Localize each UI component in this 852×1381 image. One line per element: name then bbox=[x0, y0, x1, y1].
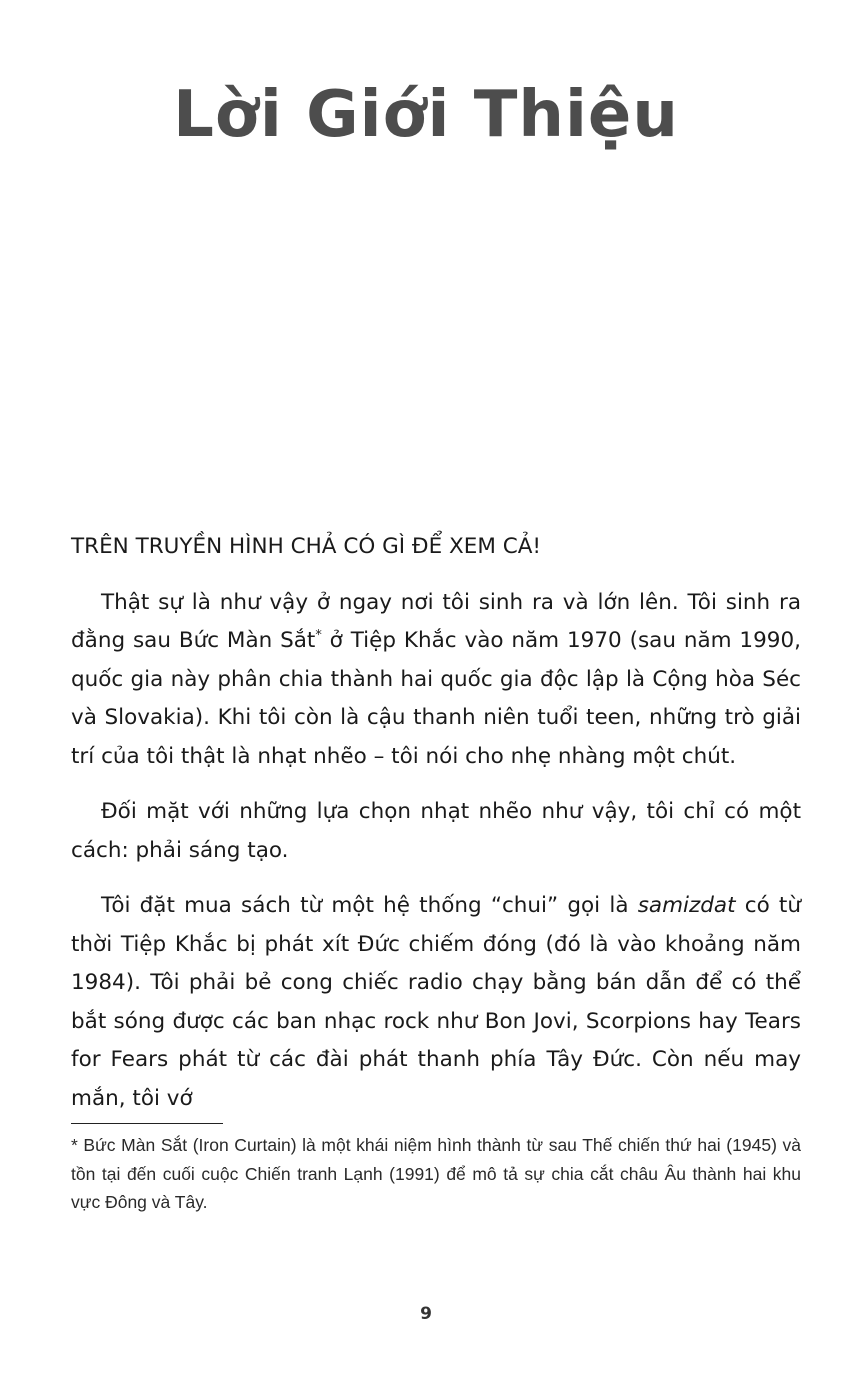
footnote-marker[interactable]: * bbox=[315, 627, 322, 643]
body-text bbox=[71, 528, 801, 1135]
paragraph-1-part-b: ở Tiệp Khắc vào năm 1970 (sau năm 1990, quốc gia này phân chia thành hai quốc gia độc lập là Cộng hòa Séc và Slovakia). Khi tôi còn là cậu thanh niên tuổi teen, những trò giải trí của tôi thật là nhạt nhẽo – tôi nói cho nhẹ nhàng một chút. bbox=[71, 628, 801, 769]
paragraph-3 bbox=[71, 887, 801, 1118]
samizdat-term: samizdat bbox=[637, 893, 736, 918]
footnote: * Bức Màn Sắt (Iron Curtain) là một khái niệm hình thành từ sau Thế chiến thứ hai (1945) và tồn tại đến cuối cuộc Chiến tranh Lạnh (1991) để mô tả sự chia cắt châu Âu thành hai khu vực Đông và Tây. bbox=[71, 1135, 801, 1212]
paragraph-1-part-a: Thật sự là như vậy ở ngay nơi tôi sinh ra và lớn lên. Tôi sinh ra đằng sau Bức Màn Sắt bbox=[71, 589, 801, 653]
paragraph-2: Đối mặt với những lựa chọn nhạt nhẽo như vậy, tôi chỉ có một cách: phải sáng tạo. bbox=[71, 799, 801, 863]
page-number: 9 bbox=[420, 1304, 432, 1324]
footnote-divider bbox=[71, 1123, 223, 1124]
paragraph-3-part-a: Tôi đặt mua sách từ một hệ thống “chui” gọi là bbox=[101, 893, 638, 918]
page-title: Lời Giới Thiệu bbox=[173, 78, 679, 152]
paragraph-1 bbox=[71, 584, 801, 777]
section-heading: TRÊN TRUYỀN HÌNH CHẢ CÓ GÌ ĐỂ XEM CẢ! bbox=[71, 534, 542, 559]
paragraph-3-part-b: có từ thời Tiệp Khắc bị phát xít Đức chiếm đóng (đó là vào khoảng năm 1984). Tôi phải bẻ cong chiếc radio chạy bằng bán dẫn để có thể bắt sóng được các ban nhạc rock như Bon Jovi, Scorpions hay Tears for Fears phát từ các đài phát thanh phía Tây Đức. Còn nếu may mắn, tôi vớ bbox=[71, 893, 801, 1111]
